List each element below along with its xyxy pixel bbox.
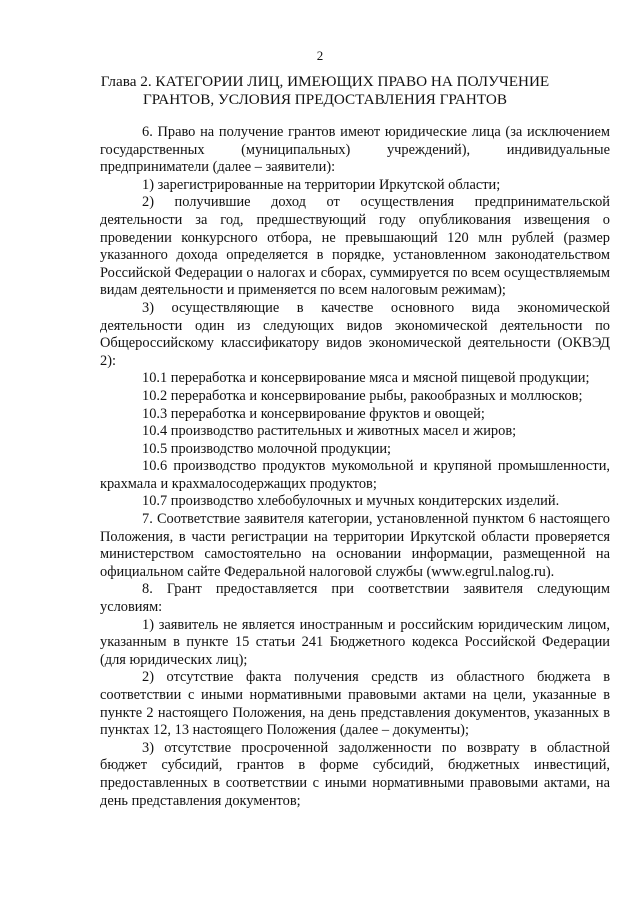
- okved-10-4: 10.4 производство растительных и животных масел и жиров;: [142, 423, 517, 440]
- okved-10-5: 10.5 производство молочной продукции;: [142, 440, 392, 457]
- paragraph-8-item-2: 2) отсутствие факта получения средств из областного бюджета в соответствии с иными нормативными правовыми актами на цели, указанные в пункте 2 настоящего Положения, на день представления документов, указанных в пунктах 12, 13 настоящего Положения (далее – документы);: [100, 669, 610, 739]
- okved-10-6: 10.6 производство продуктов мукомольной и крупяной промышленности, крахмала и крахмалосодержащих продуктов;: [100, 458, 610, 492]
- okved-10-3: 10.3 переработка и консервирование фруктов и овощей;: [142, 405, 485, 422]
- paragraph-6-item-2: 2) получившие доход от осуществления предпринимательской деятельности за год, предшествующий году опубликования извещения о проведении конкурсного отбора, не превышающий 120 млн рублей (размер указанного дохода определяется в порядке, установленном законодательством Российской Федерации о налогах и сборах, суммируется по всем осуществляемым видам деятельности и применяется по всем налоговым режимам);: [100, 194, 610, 299]
- paragraph-8-item-3: 3) отсутствие просроченной задолженности по возврату в областной бюджет субсидий, грантов в форме субсидий, бюджетных инвестиций, предоставленных в соответствии с иными нормативными правовыми актами, на день представления документов;: [100, 739, 610, 809]
- okved-10-1: 10.1 переработка и консервирование мяса и мясной пищевой продукции;: [142, 370, 590, 387]
- paragraph-7: 7. Соответствие заявителя категории, установленной пунктом 6 настоящего Положения, в части регистрации на территории Иркутской области проверяется министерством самостоятельно на основании информации, размещенной на официальном сайте Федеральной налоговой службы (www.egrul.nalog.ru).: [100, 511, 610, 580]
- document-body: [100, 124, 610, 810]
- paragraph-6: 6. Право на получение грантов имеют юридические лица (за исключением государственных (муниципальных) учреждений), индивидуальные предприниматели (далее – заявители):: [100, 124, 610, 176]
- okved-10-2: 10.2 переработка и консервирование рыбы, ракообразных и моллюсков;: [142, 387, 583, 404]
- paragraph-6-item-1: 1) зарегистрированные на территории Иркутской области;: [142, 176, 501, 193]
- paragraph-6-item-3: 3) осуществляющие в качестве основного вида экономической деятельности один из следующих видов экономической деятельности по Общероссийскому классификатору видов экономической деятельности (ОКВЭД 2):: [100, 299, 610, 369]
- chapter-heading: [90, 73, 560, 109]
- chapter-heading-line-1: Глава 2. КАТЕГОРИИ ЛИЦ, ИМЕЮЩИХ ПРАВО НА ПОЛУЧЕНИЕ: [100, 73, 550, 90]
- okved-10-7: 10.7 производство хлебобулочных и мучных кондитерских изделий.: [142, 493, 560, 510]
- paragraph-8: 8. Грант предоставляется при соответствии заявителя следующим условиям:: [100, 581, 610, 616]
- chapter-heading-line-2: ГРАНТОВ, УСЛОВИЯ ПРЕДОСТАВЛЕНИЯ ГРАНТОВ: [143, 91, 507, 108]
- page-number: 2: [316, 48, 324, 63]
- paragraph-8-item-1: 1) заявитель не является иностранным и российским юридическим лицом, указанным в пункте 15 статьи 241 Бюджетного кодекса Российской Федерации (для юридических лиц);: [100, 616, 610, 668]
